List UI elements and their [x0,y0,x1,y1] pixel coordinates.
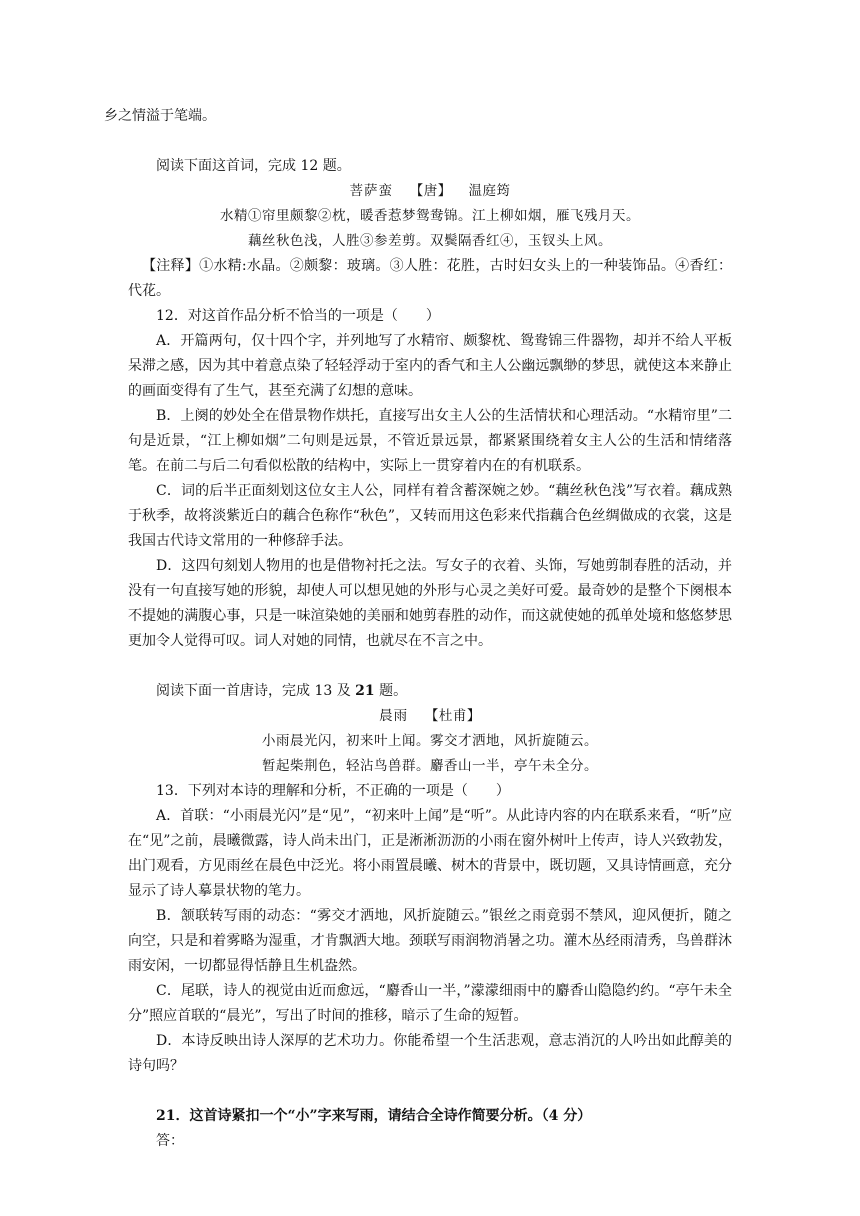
intro-text: 阅读下面一首唐诗，完成 13 及 [156,683,356,699]
poem-notes: 【注释】①水精:水晶。②颇黎：玻璃。③人胜：花胜，古时妇女头上的一种装饰品。④香红：代花。 [128,258,732,299]
previous-text-tail: 乡之情溢于笔端。 [104,108,216,124]
option-a: A．首联：“小雨晨光闪”是“见”，“初来叶上闻”是“听”。从此诗内容的内在联系来看，“听”应在“见”之前，晨曦微露，诗人尚未出门，正是淅淅沥沥的小雨在窗外树叶上传声，诗人兴致勃发，出门观看，方见雨丝在晨色中泛光。将小雨置晨曦、树木的背景中，既切题，又具诗情画意，充分显示了诗人摹景状物的笔力。 [128,808,732,899]
poem-line: 水精①帘里颇黎②枕，暖香惹梦鸳鸯锦。江上柳如烟，雁飞残月天。 [220,208,640,224]
option-b: B．上阕的妙处全在借景物作烘托，直接写出女主人公的生活情状和心理活动。“水精帘里”二句是近景，“江上柳如烟”二句则是远景，不管近景远景，都紧紧围绕着女主人公的生活和情绪落笔。在前二与后二句看似松散的结构中，实际上一贯穿着内在的有机联系。 [128,408,732,474]
section-intro-13 [128,679,732,704]
poem-line: 小雨晨光闪，初来叶上闻。雾交才洒地，风折旋随云。 [262,733,598,749]
question-13: 13．下列对本诗的理解和分析，不正确的一项是（ ） [156,783,510,799]
document-content [104,104,732,1154]
poem-author: 温庭筠 [468,183,511,199]
poem-line: 暂起柴荆色，轻沾鸟兽群。麝香山一半，亭午未全分。 [262,758,598,774]
intro-question-number: 21 [355,683,375,699]
poem-line: 藕丝秋色浅，人胜③参差剪。双鬓隔香红④，玉钗头上风。 [248,233,612,249]
option-d: D．本诗反映出诗人深厚的艺术功力。你能希望一个生活悲观，意志消沉的人吟出如此醇美的诗句吗？ [128,1033,732,1074]
poem-title: 晨雨 [379,708,409,724]
option-d: D．这四句刻划人物用的也是借物衬托之法。写女子的衣着、头饰，写她剪制春胜的活动，并没有一句直接写她的形貌，却使人可以想见她的外形与心灵之美好可爱。最奇妙的是整个下阕根本不提她的满腹心事，只是一味渲染她的美丽和她剪春胜的动作，而这就使她的孤单处境和悠悠梦思更加令人觉得可叹。词人对她的同情，也就尽在不言之中。 [128,558,732,649]
question-12: 12．对这首作品分析不恰当的一项是（ ） [156,308,440,324]
question-21: 21．这首诗紧扣一个“小”字来写雨，请结合全诗作简要分析。（4 分） [156,1108,592,1124]
poem-title-row-1 [128,179,732,204]
poem-title: 菩萨蛮 [349,183,393,199]
option-c: C．词的后半正面刻划这位女主人公，同样有着含蓄深婉之妙。“藕丝秋色浅”写衣着。藕成熟于秋季，故将淡紫近白的藕合色称作“秋色”，又转而用这色彩来代指藕合色丝绸做成的衣裳，这是我国古代诗文常用的一种修辞手法。 [128,483,732,549]
section-intro-12: 阅读下面这首词，完成 12 题。 [156,158,351,174]
option-a: A．开篇两句，仅十四个字，并列地写了水精帘、颇黎枕、鸳鸯锦三件器物，却并不给人平板呆滞之感，因为其中着意点染了轻轻浮动于室内的香气和主人公幽远飘缈的梦思，就使这本来静止的画面变得有了生气，甚至充满了幻想的意味。 [128,333,732,399]
answer-label: 答： [156,1133,184,1149]
intro-text-end: 题。 [374,683,408,699]
poem-author: 【杜甫】 [424,708,481,724]
poem-title-row-2 [128,704,732,729]
option-c: C．尾联，诗人的视觉由近而愈远，“麝香山一半，”濛濛细雨中的麝香山隐隐约约。“亭午未全分”照应首联的“晨光”，写出了时间的推移，暗示了生命的短暂。 [128,983,732,1024]
option-b: B．颔联转写雨的动态：“雾交才洒地，风折旋随云。”银丝之雨竟弱不禁风，迎风便折，随之向空，只是和着雾略为湿重，才肯飘洒大地。颈联写雨润物消暑之功。灌木丛经雨清秀，鸟兽群沐雨安闲，一切都显得恬静且生机盎然。 [128,908,732,974]
poem-dynasty: 【唐】 [409,183,452,199]
